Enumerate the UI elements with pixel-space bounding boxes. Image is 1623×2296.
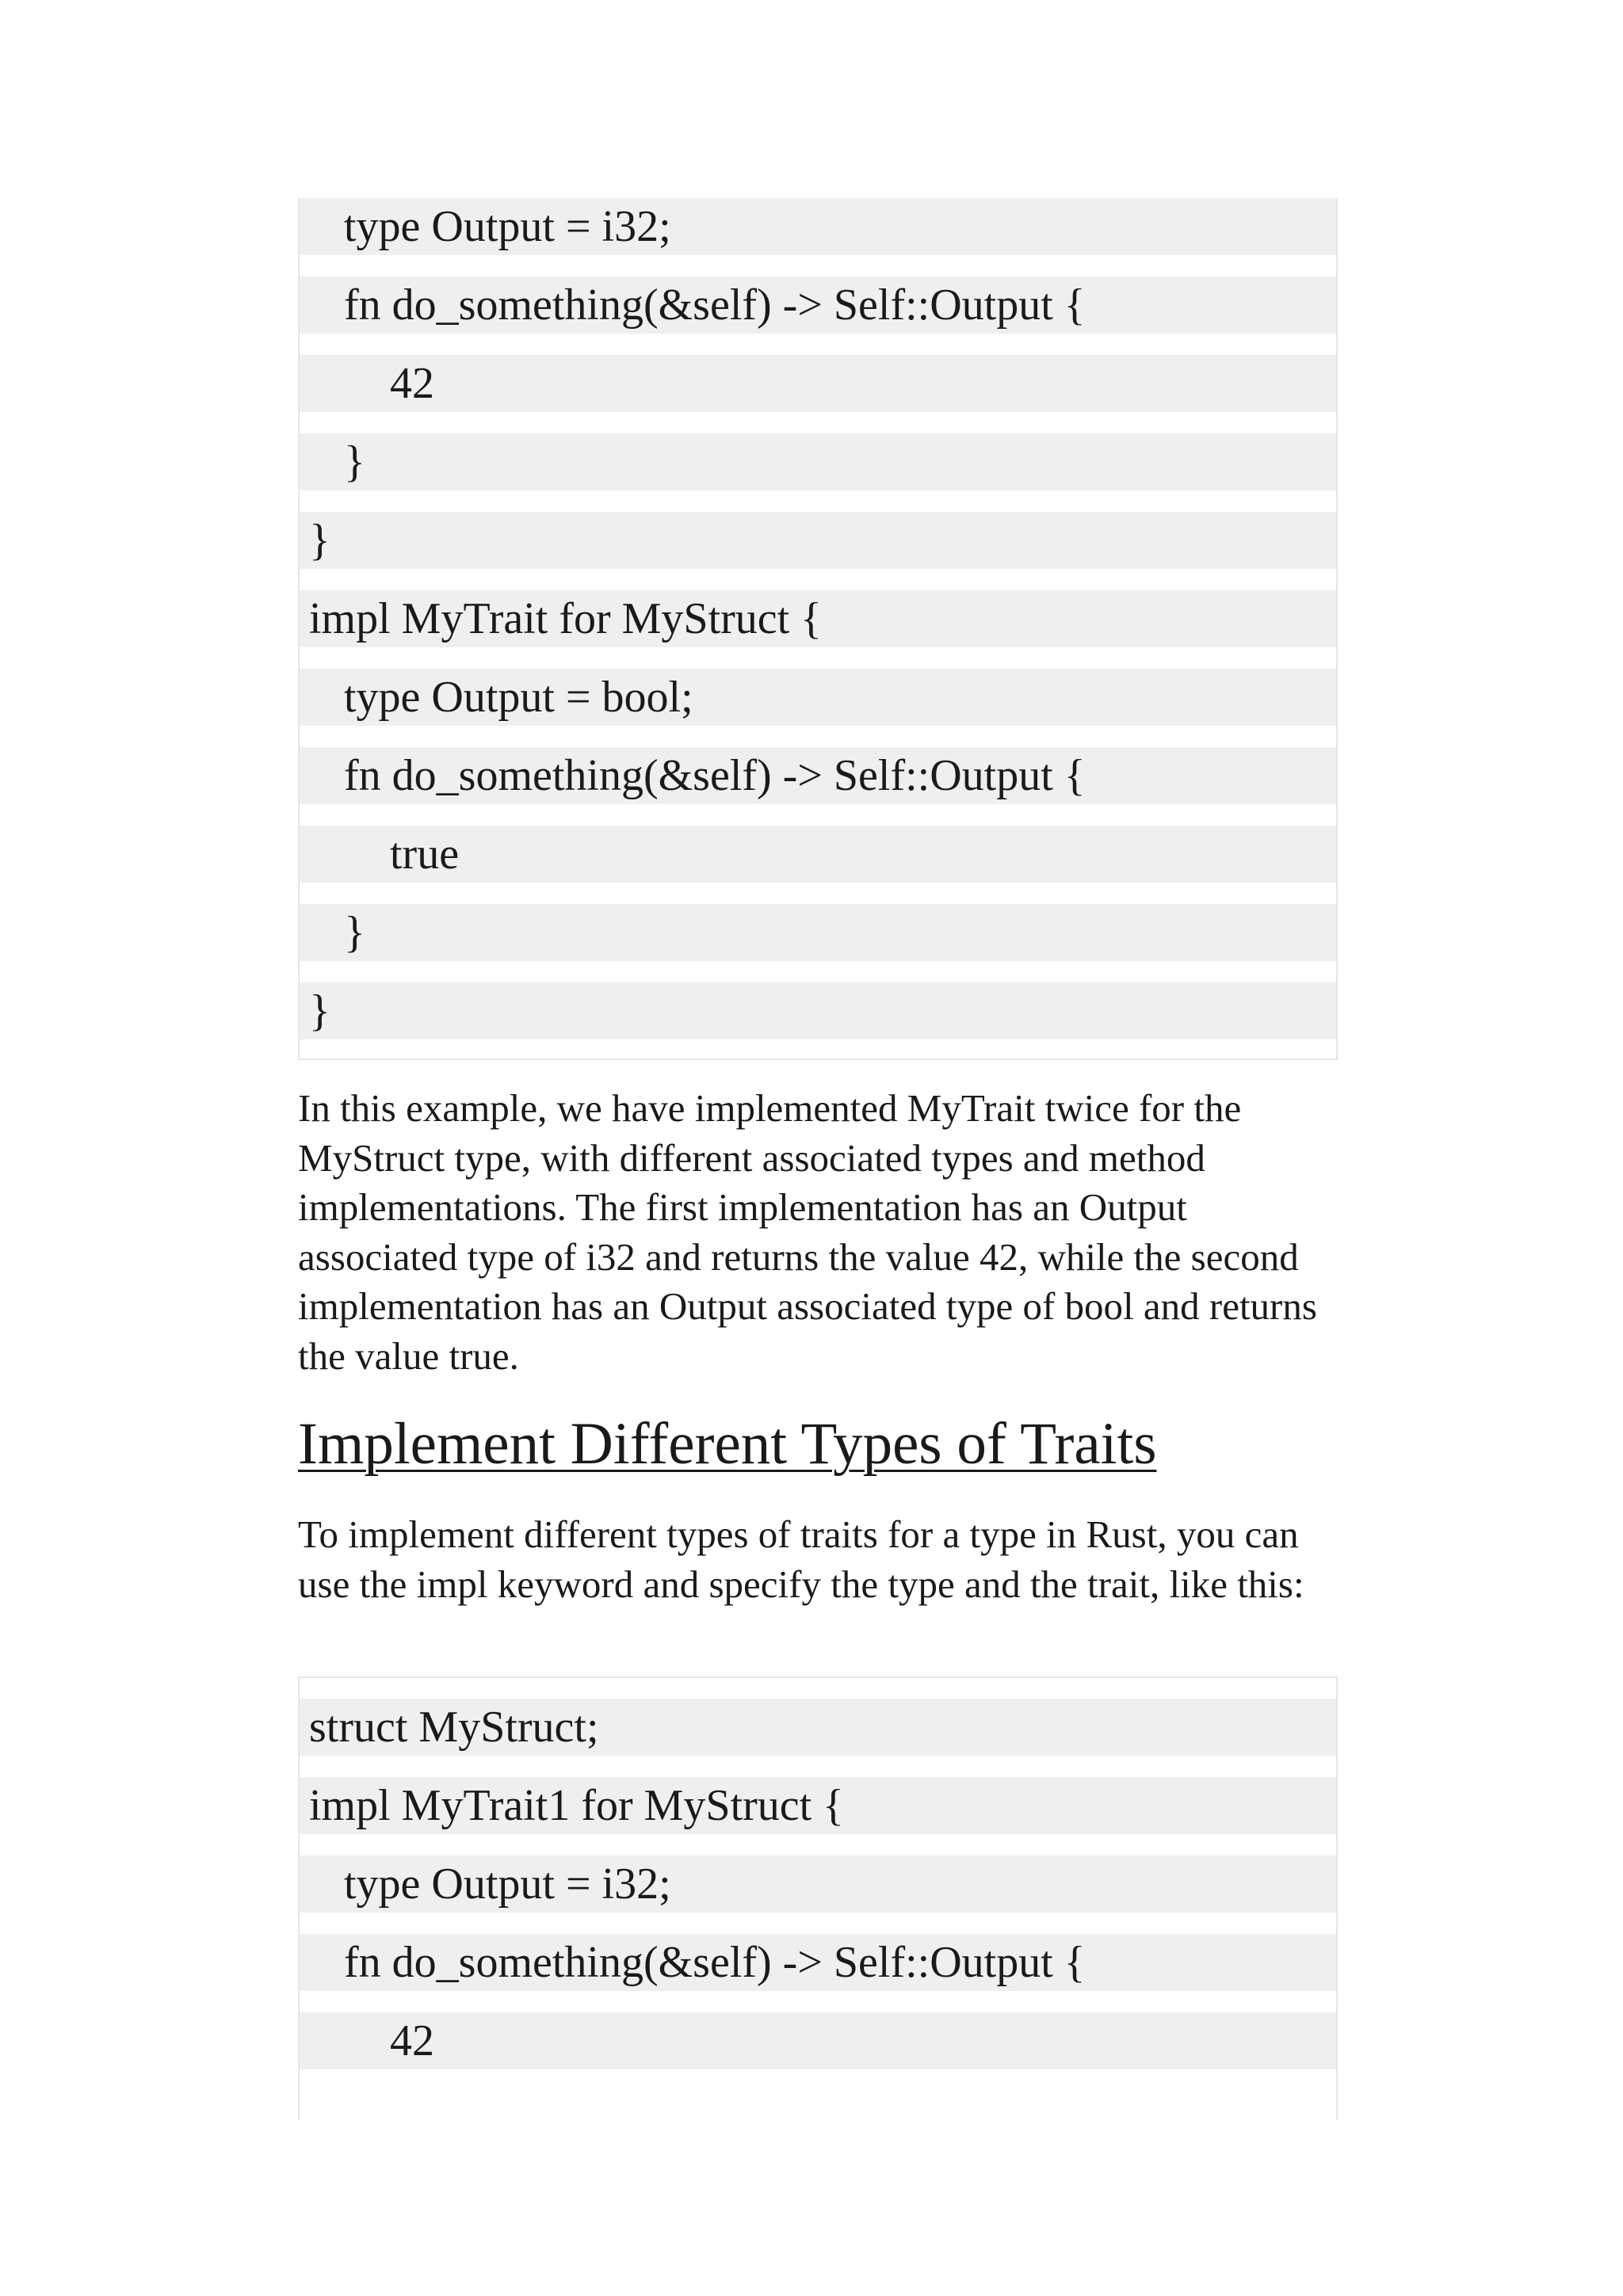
code-line: 42 xyxy=(300,355,1336,412)
code-line: true xyxy=(300,826,1336,883)
code-line: } xyxy=(300,982,1336,1039)
code-line: struct MyStruct; xyxy=(300,1699,1336,1756)
code-block-2 xyxy=(298,1676,1338,2120)
code-line: } xyxy=(300,512,1336,569)
code-line: 42 xyxy=(300,2012,1336,2069)
code-line: impl MyTrait for MyStruct { xyxy=(300,590,1336,647)
code-line: fn do_something(&self) -> Self::Output { xyxy=(300,747,1336,804)
code-line: fn do_something(&self) -> Self::Output { xyxy=(300,1934,1336,1991)
section-heading: Implement Different Types of Traits xyxy=(298,1411,1157,1477)
code-line: impl MyTrait1 for MyStruct { xyxy=(300,1777,1336,1834)
code-block-1 xyxy=(298,198,1338,1060)
code-line: type Output = i32; xyxy=(300,1855,1336,1913)
code-line: type Output = bool; xyxy=(300,669,1336,726)
body-paragraph: In this example, we have implemented MyTrait twice for the MyStruct type, with different associated types and method implementations. The first implementation has an Output associated type of i32 and returns the value 42, while the second implementation has an Output associated type of bool and returns the value true. xyxy=(298,1086,1317,1378)
code-line: } xyxy=(300,433,1336,490)
code-line: fn do_something(&self) -> Self::Output { xyxy=(300,277,1336,334)
code-line: } xyxy=(300,904,1336,961)
code-line: type Output = i32; xyxy=(300,198,1336,255)
body-paragraph: To implement different types of traits for a type in Rust, you can use the impl keyword and specify the type and the trait, like this: xyxy=(298,1512,1304,1606)
